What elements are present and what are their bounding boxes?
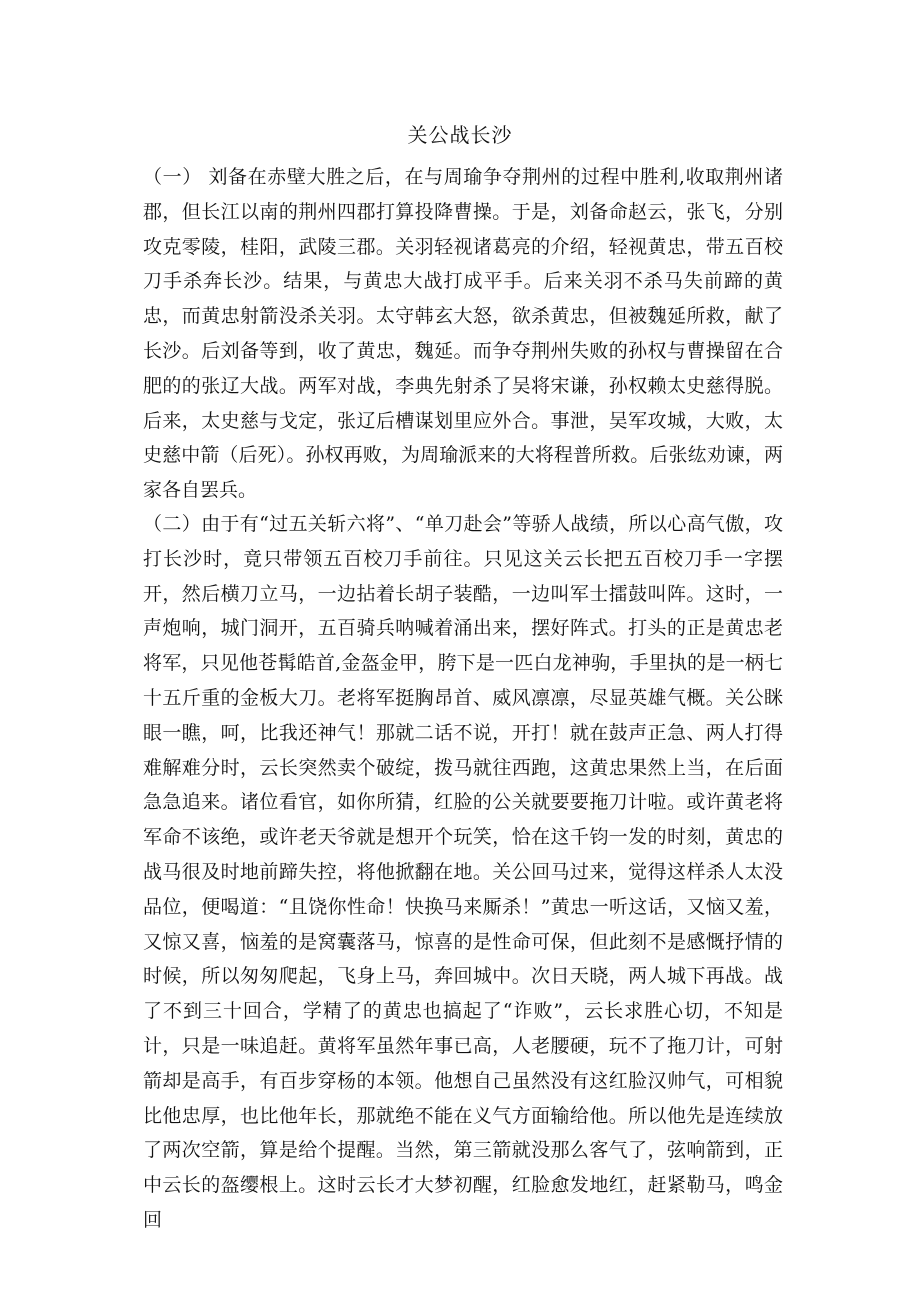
paragraph-one: （一） 刘备在赤壁大胜之后，在与周瑜争夺荆州的过程中胜利,收取荆州诸郡，但长江以南的荆州四郡打算投降曹操。于是，刘备命赵云，张飞，分别攻克零陵，桂阳，武陵三郡。关羽轻视诸葛亮的介绍，轻视黄忠，带五百校刀手杀奔长沙。结果，与黄忠大战打成平手。后来关羽不杀马失前蹄的黄忠，而黄忠射箭没杀关羽。太守韩玄大怒，欲杀黄忠，但被魏延所救，献了长沙。后刘备等到，收了黄忠，魏延。而争夺荆州失败的孙权与曹操留在合肥的的张辽大战。两军对战，李典先射杀了吴将宋谦，孙权赖太史慈得脱。后来，太史慈与戈定，张辽后槽谋划里应外合。事泄，吴军攻城，大败，太史慈中箭（后死）。孙权再败，为周瑜派来的大将程普所救。后张纮劝谏，两家各自罢兵。	[143, 166, 783, 502]
paragraph-two: （二）由于有“过五关斩六将”、“单刀赴会”等骄人战绩，所以心高气傲，攻打长沙时，竟只带领五百校刀手前往。只见这关云长把五百校刀手一字摆开，然后横刀立马，一边拈着长胡子装酷，一边叫军士擂鼓叫阵。这时，一声炮响，城门洞开，五百骑兵呐喊着涌出来，摆好阵式。打头的正是黄忠老将军，只见他苍髯皓首,金盔金甲，胯下是一匹白龙神驹，手里执的是一柄七十五斤重的金板大刀。老将军挺胸昂首、威风凛凛，尽显英雄气概。关公眯眼一瞧，呵，比我还神气！那就二话不说，开打！就在鼓声正急、两人打得难解难分时，云长突然卖个破绽，拨马就往西跑，这黄忠果然上当，在后面急急追来。诸位看官，如你所猜，红脸的公关就要要拖刀计啦。或许黄老将军命不该绝，或许老天爷就是想开个玩笑，恰在这千钧一发的时刻，黄忠的战马很及时地前蹄失控，将他掀翻在地。关公回马过来，觉得这样杀人太没品位，便喝道：“且饶你性命！快换马来厮杀！”黄忠一听这话，又恼又羞，又惊又喜，恼羞的是窝囊落马，惊喜的是性命可保，但此刻不是感慨抒情的时候，所以匆匆爬起，飞身上马，奔回城中。次日天晓，两人城下再战。战了不到三十回合，学精了的黄忠也搞起了“诈败”，云长求胜心切，不知是计，只是一味追赶。黄将军虽然年事已高，人老腰硬，玩不了拖刀计，可射箭却是高手，有百步穿杨的本领。他想自己虽然没有这红脸汉帅气，可相貌比他忠厚，也比他年长，那就绝不能在义气方面输给他。所以他先是连续放了两次空箭，算是给个提醒。当然，第三箭就没那么客气了，弦响箭到，正中云长的盔缨根上。这时云长才大梦初醒，红脸愈发地红，赶紧勒马，鸣金回	[143, 513, 783, 1231]
document-title: 关公战长沙	[407, 123, 513, 147]
